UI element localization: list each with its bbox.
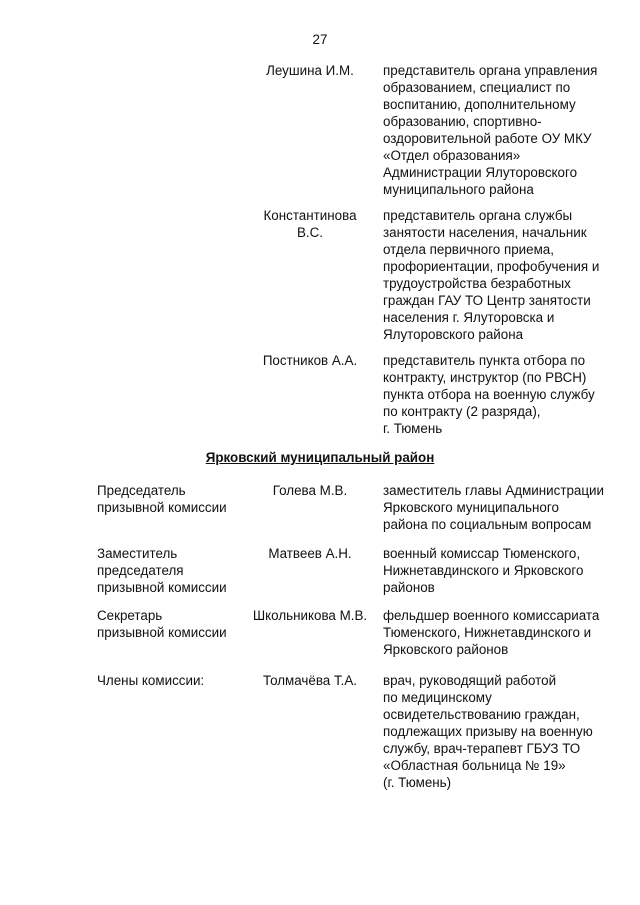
member-name	[248, 352, 372, 369]
member-position-line: службу, врач-терапевт ГБУЗ ТО	[383, 741, 581, 756]
member-position-line: представитель органа управления	[383, 63, 598, 78]
member-position	[383, 482, 623, 533]
member-name	[248, 545, 372, 562]
member-position-line: трудоустройства безработных	[383, 276, 571, 291]
member-position	[383, 607, 623, 658]
member-position-line: Администрации Ялуторовского	[383, 165, 578, 180]
member-position-line: «Областная больница № 19»	[383, 758, 566, 773]
member-position-line: профориентации, профобучения и	[383, 259, 600, 274]
member-position-line: занятости населения, начальник	[383, 225, 587, 240]
member-position-line: Тюменского, Нижнетавдинского и	[383, 625, 592, 640]
member-position-line: фельдшер военного комиссариата	[383, 608, 600, 623]
member-name	[248, 672, 372, 689]
member-role	[97, 545, 247, 596]
member-position-line: образованием, специалист по	[383, 80, 571, 95]
section-heading: Ярковский муниципальный район	[205, 450, 435, 465]
member-position-line: заместитель главы Администрации	[383, 483, 605, 498]
member-position	[383, 207, 623, 343]
member-name	[248, 607, 372, 624]
member-position-line: представитель органа службы	[383, 208, 573, 223]
member-position-line: Ялуторовского района	[383, 327, 524, 342]
member-role-line: призывной комиссии	[97, 625, 227, 640]
member-position-line: оздоровительной работе ОУ МКУ	[383, 131, 592, 146]
member-name-line: Матвеев А.Н.	[268, 546, 352, 561]
member-position-line: представитель пункта отбора по	[383, 353, 586, 368]
member-position-line: подлежащих призыву на военную	[383, 724, 593, 739]
member-position-line: Ярковского муниципального	[383, 500, 559, 515]
member-role-line: Члены комиссии:	[97, 673, 205, 688]
member-position-line: муниципального района	[383, 182, 534, 197]
member-position-line: (г. Тюмень)	[383, 775, 452, 790]
member-position-line: контракту, инструктор (по РВСН)	[383, 370, 587, 385]
member-position-line: по медицинскому	[383, 690, 492, 705]
member-role	[97, 482, 247, 516]
member-role-line: Заместитель	[97, 546, 178, 561]
member-position-line: г. Тюмень	[383, 421, 443, 436]
member-position	[383, 672, 623, 791]
member-role-line: Председатель	[97, 483, 186, 498]
member-position-line: по контракту (2 разряда),	[383, 404, 541, 419]
member-position-line: Нижнетавдинского и Ярковского	[383, 563, 584, 578]
member-name-line: Константинова	[263, 208, 357, 223]
member-position-line: военный комиссар Тюменского,	[383, 546, 581, 561]
member-name	[248, 482, 372, 499]
member-position	[383, 352, 623, 437]
member-name-line: Школьникова М.В.	[252, 608, 368, 623]
member-position-line: образованию, спортивно-	[383, 114, 542, 129]
member-name-line: В.С.	[296, 225, 324, 240]
member-position	[383, 62, 623, 198]
member-role-line: призывной комиссии	[97, 500, 227, 515]
member-role-line: председателя	[97, 563, 184, 578]
member-position-line: населения г. Ялуторовска и	[383, 310, 555, 325]
member-position-line: «Отдел образования»	[383, 148, 521, 163]
member-role	[97, 607, 247, 641]
member-position-line: граждан ГАУ ТО Центр занятости	[383, 293, 591, 308]
member-position-line: отдела первичного приема,	[383, 242, 554, 257]
page-number: 27	[312, 32, 328, 47]
member-position	[383, 545, 623, 596]
member-role	[97, 672, 247, 689]
member-position-line: районов	[383, 580, 435, 595]
member-name	[248, 62, 372, 79]
member-name-line: Леушина И.М.	[266, 63, 354, 78]
member-position-line: пункта отбора на военную службу	[383, 387, 595, 402]
member-name	[248, 207, 372, 241]
member-position-line: освидетельствованию граждан,	[383, 707, 580, 722]
member-position-line: Ярковского районов	[383, 642, 509, 657]
member-name-line: Постников А.А.	[262, 353, 358, 368]
member-position-line: врач, руководящий работой	[383, 673, 557, 688]
member-role-line: призывной комиссии	[97, 580, 227, 595]
member-role-line: Секретарь	[97, 608, 163, 623]
member-position-line: района по социальным вопросам	[383, 517, 592, 532]
member-name-line: Толмачёва Т.А.	[262, 673, 358, 688]
member-position-line: воспитанию, дополнительному	[383, 97, 576, 112]
member-name-line: Голева М.В.	[272, 483, 348, 498]
